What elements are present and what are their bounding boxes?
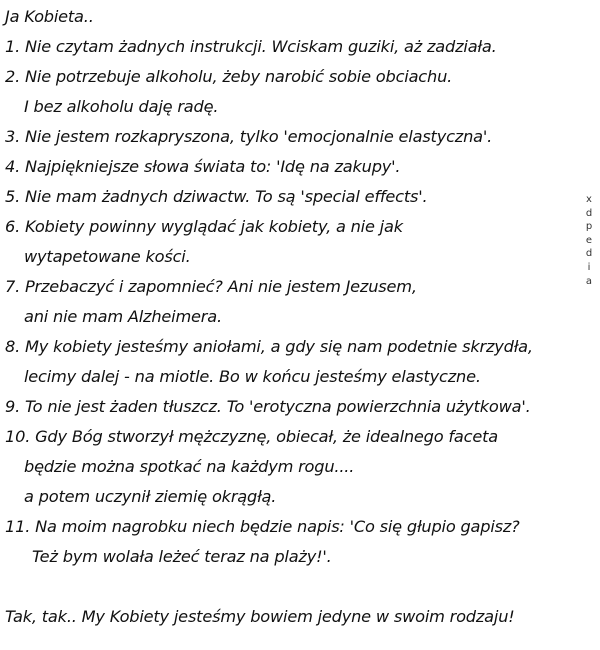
list-item-5: 5. Nie mam żadnych dziwactw. To są 'special effects'. [5,187,428,206]
list-item-2-continuation: I bez alkoholu daję radę. [24,97,219,116]
watermark-letter: d [585,207,593,219]
list-item-10: 10. Gdy Bóg stworzył mężczyznę, obiecał, że idealnego faceta [5,427,498,446]
list-item-11: 11. Na moim nagrobku niech będzie napis: 'Co się głupio gapisz? [5,517,520,536]
list-item-3: 3. Nie jestem rozkapryszona, tylko 'emocjonalnie elastyczna'. [5,127,493,146]
list-item-10-continuation-2: a potem uczynił ziemię okrągłą. [24,487,277,506]
list-item-1: 1. Nie czytam żadnych instrukcji. Wciskam guziki, aż zadziała. [5,37,497,56]
document-title: Ja Kobieta.. [5,7,94,26]
list-item-4: 4. Najpiękniejsze słowa świata to: 'Idę na zakupy'. [5,157,401,176]
list-item-8-continuation: lecimy dalej - na miotle. Bo w końcu jesteśmy elastyczne. [24,367,481,386]
list-item-2: 2. Nie potrzebuje alkoholu, żeby narobić sobie obciachu. [5,67,453,86]
list-item-6-continuation: wytapetowane kości. [24,247,191,266]
watermark-letter: d [585,248,593,260]
list-item-6: 6. Kobiety powinny wyglądać jak kobiety, a nie jak [5,217,403,236]
list-item-11-continuation: Też bym wolała leżeć teraz na plaży!'. [32,547,332,566]
closing-line: Tak, tak.. My Kobiety jesteśmy bowiem jedyne w swoim rodzaju! [5,607,515,626]
watermark-letter: p [585,221,593,233]
list-item-7: 7. Przebaczyć i zapomnieć? Ani nie jestem Jezusem, [5,277,417,296]
list-item-10-continuation-1: będzie można spotkać na każdym rogu.... [24,457,355,476]
watermark [584,193,594,288]
watermark-letter: x [586,194,592,205]
list-item-9: 9. To nie jest żaden tłuszcz. To 'erotyczna powierzchnia użytkowa'. [5,397,531,416]
list-item-8: 8. My kobiety jesteśmy aniołami, a gdy się nam podetnie skrzydła, [5,337,533,356]
list-item-7-continuation: ani nie mam Alzheimera. [24,307,222,326]
watermark-letter: i [587,261,591,273]
watermark-letter: e [585,234,593,246]
watermark-letter: a [585,275,593,287]
